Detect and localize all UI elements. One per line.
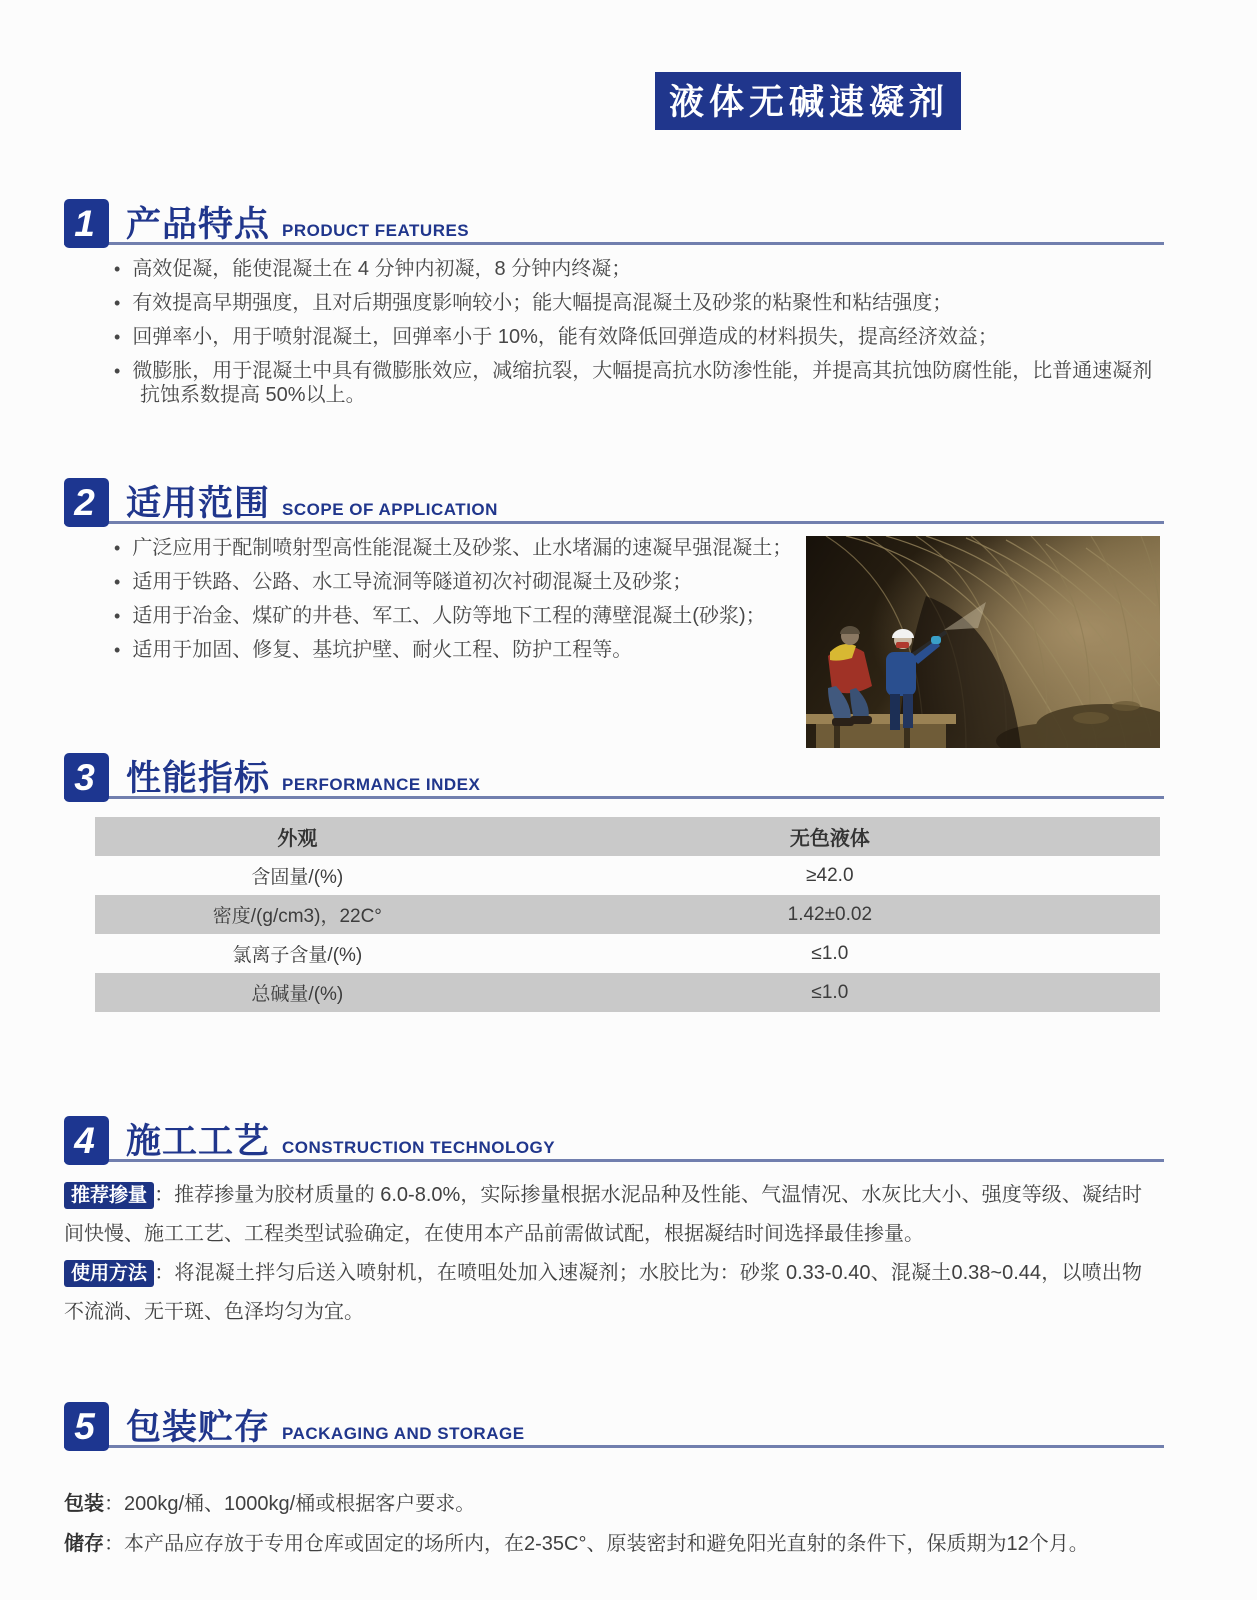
packaging-text [64,1484,1154,1564]
section-title-cn: 适用范围 [126,484,271,523]
section-construction-technology [64,1110,1164,1332]
table-row [95,817,1160,856]
packaging-value: ：200kg/桶、1000kg/桶或根据客户要求。 [104,1493,476,1515]
property-value-cell: 1.42±0.02 [787,903,873,925]
property-name-cell: 含固量/(%) [251,867,344,888]
bullet-item: • 适用于冶金、煤矿的井巷、军工、人防等地下工程的薄壁混凝土(砂浆)； [114,604,814,628]
packaging-line [64,1484,1154,1524]
usage-text: ：将混凝土拌匀后送入喷射机，在喷咀处加入速凝剂；水胶比为：砂浆 0.33-0.40、混凝土0.38~0.44，以喷出物不流淌、无干斑、色泽均匀为宜。 [64,1262,1142,1323]
section-number-badge: 5 [64,1402,109,1451]
property-value-cell: ≤1.0 [811,981,849,1003]
bullet-item: • 高效促凝，能使混凝土在 4 分钟内初凝，8 分钟内终凝； [114,257,1164,281]
bullet-item: • 微膨胀，用于混凝土中具有微膨胀效应，减缩抗裂，大幅提高抗水防渗性能，并提高其抗蚀防腐性能，比普通速凝剂抗蚀系数提高 50%以上。 [114,359,1164,407]
section-title-cn: 施工工艺 [126,1122,271,1161]
section-title-en: PACKAGING AND STORAGE [282,1424,525,1443]
section-header [64,1396,1164,1448]
page-title: 液体无碱速凝剂 [655,72,961,130]
dosage-text: ：推荐掺量为胶材质量的 6.0-8.0%，实际掺量根据水泥品种及性能、气温情况、水灰比大小、强度等级、凝结时间快慢、施工工艺、工程类型试验确定，在使用本产品前需做试配，根据凝结时间选择最佳掺量。 [64,1184,1142,1245]
section-title-cn: 产品特点 [126,205,271,244]
bullet-item: • 回弹率小，用于喷射混凝土，回弹率小于 10%，能有效降低回弹造成的材料损失，提高经济效益； [114,325,1164,349]
bullet-list [114,257,1164,407]
property-value-cell: ≤1.0 [811,942,849,964]
table-row [95,856,1160,895]
storage-line [64,1524,1154,1564]
table-row [95,895,1160,934]
bullet-list [114,536,814,662]
storage-value: ：本产品应存放于专用仓库或固定的场所内，在2-35C°、原装密封和避免阳光直射的条件下，保质期为12个月。 [104,1533,1089,1555]
section-title-en: CONSTRUCTION TECHNOLOGY [282,1138,556,1157]
property-name-cell: 氯离子含量/(%) [232,945,363,966]
recommended-dosage-badge: 推荐掺量 [64,1182,154,1209]
section-number-badge: 1 [64,199,109,248]
section-number-badge: 2 [64,478,109,527]
section-product-features [64,193,1164,417]
property-name-cell: 外观 [277,828,318,850]
table-row [95,934,1160,973]
bullet-item: • 适用于加固、修复、基坑护壁、耐火工程、防护工程等。 [114,638,814,662]
section-title-en: PRODUCT FEATURES [282,221,470,240]
section-number-badge: 4 [64,1116,109,1165]
construction-text [64,1176,1142,1332]
usage-method-badge: 使用方法 [64,1260,154,1287]
section-packaging-storage [64,1396,1164,1564]
section-title-cn: 包装贮存 [126,1408,271,1447]
section-title-cn: 性能指标 [126,759,271,798]
section-performance-index [64,747,1164,1012]
tunnel-construction-photo [806,536,1160,748]
section-number-badge: 3 [64,753,109,802]
property-value-cell: ≥42.0 [806,864,854,886]
table-row [95,973,1160,1012]
property-value-cell: 无色液体 [789,828,870,850]
section-title-en: SCOPE OF APPLICATION [282,500,498,519]
performance-table [95,817,1160,1012]
bullet-item: • 适用于铁路、公路、水工导流洞等隧道初次衬砌混凝土及砂浆； [114,570,814,594]
section-header [64,747,1164,799]
usage-paragraph [64,1254,1142,1332]
property-name-cell: 密度/(g/cm3)，22C° [212,906,382,927]
section-title-en: PERFORMANCE INDEX [282,775,481,794]
section-header [64,1110,1164,1162]
dosage-paragraph [64,1176,1142,1254]
bullet-item: • 有效提高早期强度，且对后期强度影响较小；能大幅提高混凝土及砂浆的粘聚性和粘结强度； [114,291,1164,315]
section-header [64,193,1164,245]
section-header [64,472,1164,524]
storage-label: 储存 [64,1533,104,1555]
bullet-item: • 广泛应用于配制喷射型高性能混凝土及砂浆、止水堵漏的速凝早强混凝土； [114,536,814,560]
property-name-cell: 总碱量/(%) [251,984,344,1005]
packaging-label: 包装 [64,1493,104,1515]
